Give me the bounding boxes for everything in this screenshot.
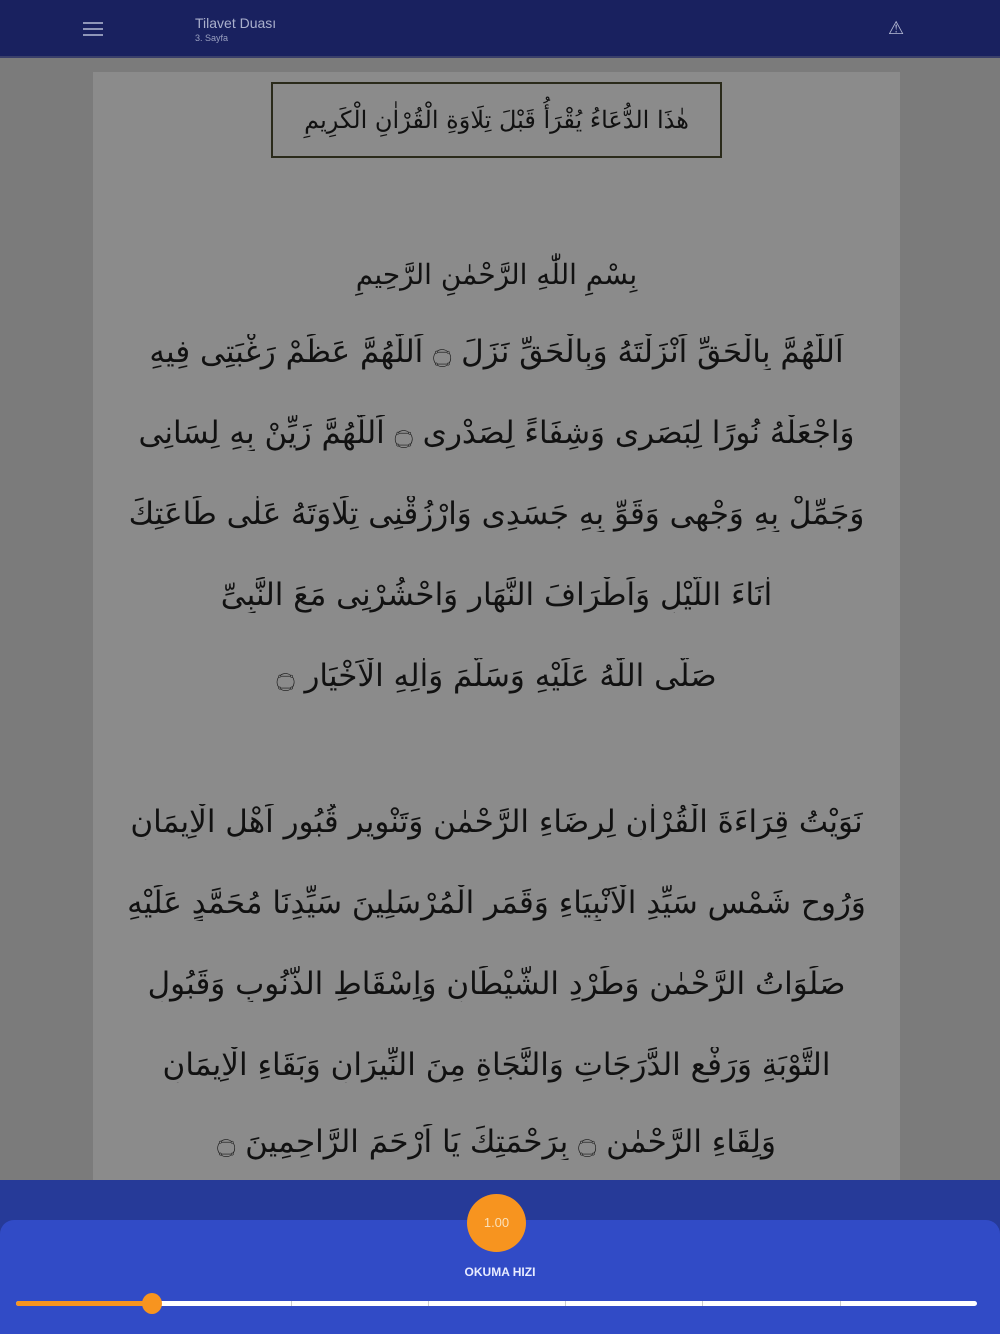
text-line: صَلَّى اللّٰهُ عَلَيْهِ وَسَلَّمَ وَاٰلِهِ الْاَخْيَارِ ۝ [276, 658, 717, 694]
text-line: وَاجْعَلْهُ نُورًا لِبَصَرِى وَشِفَاءً لِصَدْرِى ۝ اَللّٰهُمَّ زَيِّنْ بِهِ لِسَانِى [138, 415, 855, 451]
menu-icon[interactable] [83, 22, 103, 36]
warning-icon[interactable]: ⚠ [888, 18, 905, 38]
page-heading: هٰذَا الدُّعَاءُ يُقْرَأُ قَبْلَ تِلَاوَةِ الْقُرْاٰنِ الْكَرِيمِ [271, 82, 722, 158]
slider-tick [840, 1301, 841, 1306]
page-subtitle: 3. Sayfa [195, 33, 229, 43]
text-line: التَّوْبَةِ وَرَفْعِ الدَّرَجَاتِ وَالنَّجَاةِ مِنَ النِّيرَانِ وَبَقَاءِ الْاِيمَانِ [162, 1047, 831, 1083]
text-line: وَلِقَاءِ الرَّحْمٰنِ ۝ بِرَحْمَتِكَ يَا اَرْحَمَ الرَّاحِمِينَ ۝ [217, 1124, 776, 1160]
speed-value-badge: 1.00 [467, 1194, 526, 1252]
text-line: وَرُوحِ شَمْسِ سَيِّدِ الْاَنْبِيَاءِ وَقَمَرِ الْمُرْسَلِينَ سَيِّدِنَا مُحَمَّدٍ عَلَيْهِ [127, 885, 866, 921]
slider-fill [16, 1301, 152, 1306]
text-line: وَجَمِّلْ بِهِ وَجْهِى وَقَوِّ بِهِ جَسَدِى وَارْزُقْنِى تِلَاوَتَهُ عَلٰى طَاعَتِكَ [128, 496, 865, 532]
text-line: اٰنَاءَ اللَّيْلِ وَاَطْرَافَ النَّهَارِ وَاحْشُرْنِى مَعَ النَّبِىِّ [220, 577, 773, 613]
slider-tick [291, 1301, 292, 1306]
slider-tick [702, 1301, 703, 1306]
speed-label: OKUMA HIZI [464, 1265, 536, 1279]
page-title: Tilavet Duası [195, 15, 277, 31]
text-line: صَلَوَاتُ الرَّحْمٰنِ وَطَرْدِ الشَّيْطَانِ وَاِسْقَاطِ الذُّنُوبِ وَقَبُولِ [147, 966, 846, 1002]
basmala: بِسْمِ اللّٰهِ الرَّحْمٰنِ الرَّحِيمِ [355, 258, 638, 291]
mushaf-page [93, 72, 900, 1192]
text-line: نَوَيْتُ قِرَاءَةَ الْقُرْاٰنِ لِرِضَاءِ الرَّحْمٰنِ وَتَنْوِيرِ قُبُورِ اَهْلِ الْاِيمَانِ [130, 804, 863, 840]
text-line: اَللّٰهُمَّ بِالْحَقِّ اَنْزَلْتَهُ وَبِالْحَقِّ نَزَلَ ۝ اَللّٰهُمَّ عَظِّمْ رَغْبَتِى فِيهِ [149, 334, 844, 370]
slider-tick [428, 1301, 429, 1306]
app-header [0, 0, 1000, 58]
speed-slider[interactable] [16, 1301, 977, 1306]
slider-tick [565, 1301, 566, 1306]
